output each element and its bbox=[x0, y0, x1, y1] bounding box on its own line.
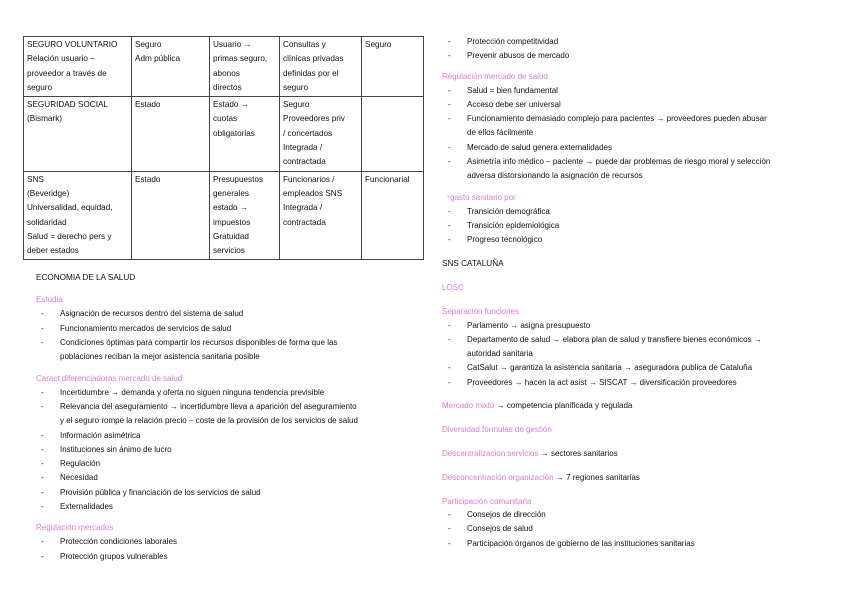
cell-line: contractada bbox=[283, 157, 326, 167]
cell-line: servicios bbox=[213, 246, 245, 256]
list-item-text: poblaciones reciban la mejor asistencia sanitaria posible bbox=[60, 352, 260, 362]
cell-line: deber estados bbox=[27, 246, 79, 256]
cell-line: generales bbox=[213, 188, 249, 198]
list-item-text: - Regulación bbox=[60, 459, 101, 469]
cell-line: estado → bbox=[213, 203, 249, 213]
list-item bbox=[442, 219, 822, 233]
table-cell-payment bbox=[362, 97, 424, 171]
gasto-list bbox=[442, 205, 822, 248]
cell-line: Estado bbox=[135, 100, 161, 110]
list-item bbox=[442, 537, 822, 551]
diversidad-line: Diversidad fórmulas de gestión bbox=[442, 425, 552, 435]
mercado-mixto-label: Mercado mixto bbox=[442, 401, 495, 411]
list-item-text: - Funcionamiento demasiado complejo para pacientes → proveedores pueden abusar bbox=[467, 114, 767, 124]
list-item-text: - Asignación de recursos dentro del sistema de salud bbox=[60, 309, 244, 319]
list-item-text: - Incertidumbre → demanda y oferta no siguen ninguna tendencia previsible bbox=[60, 387, 325, 397]
cell-line: definidas por el bbox=[283, 68, 339, 78]
list-item bbox=[442, 35, 822, 49]
table-cell-financing bbox=[132, 171, 210, 260]
cell-line: Funcionarial bbox=[365, 174, 410, 184]
table-cell-access bbox=[210, 171, 280, 260]
list-item bbox=[35, 336, 423, 365]
section-heading: Estudia bbox=[36, 295, 63, 305]
list-item bbox=[35, 486, 423, 500]
list-item bbox=[35, 322, 423, 336]
list-item-text: - Protección competitividad bbox=[467, 37, 559, 46]
cell-line: Universalidad, equidad, bbox=[27, 203, 113, 213]
cell-line: Seguro bbox=[283, 100, 310, 110]
cell-line: proveedor a través de bbox=[27, 68, 107, 78]
cell-line: Estado bbox=[135, 174, 161, 184]
list-item-text: - Asimetría info médico – paciente → puede dar problemas de riesgo moral y selección bbox=[467, 157, 771, 167]
list-item-text: - Protección condiciones laborales bbox=[60, 537, 177, 547]
descentralizacion-text: → sectores sanitarios bbox=[540, 449, 618, 459]
list-item bbox=[35, 550, 423, 564]
list-item-text: - Provisión pública y financiación de los servicios de salud bbox=[60, 487, 261, 497]
list-item-text: - Protección grupos vulnerables bbox=[60, 551, 168, 561]
cell-line: Presupuestos bbox=[213, 174, 264, 184]
participacion-heading: Participación comunitaria bbox=[442, 497, 532, 507]
cell-line: solidaridad bbox=[27, 217, 67, 227]
competition-list bbox=[442, 35, 822, 64]
separacion-list bbox=[442, 319, 822, 390]
section-heading: Caract diferenciadoras mercado de salud bbox=[36, 373, 183, 383]
cell-line: SEGURO VOLUNTARIO bbox=[27, 40, 118, 49]
list-item bbox=[442, 508, 822, 522]
list-item bbox=[35, 307, 423, 321]
table-cell-access bbox=[210, 37, 280, 97]
cell-line: primas seguro, bbox=[213, 54, 268, 64]
table-cell-model bbox=[24, 97, 132, 171]
sns-cataluna-title: SNS CATALUÑA bbox=[442, 258, 504, 268]
cell-line: empleados SNS bbox=[283, 188, 343, 198]
table-cell-payment bbox=[362, 171, 424, 260]
list-item bbox=[35, 400, 423, 429]
section-list bbox=[23, 307, 423, 364]
cell-line: directos bbox=[213, 82, 242, 92]
cell-line: Consultas y bbox=[283, 40, 326, 49]
list-item bbox=[442, 98, 822, 112]
mercado-mixto-line bbox=[442, 400, 822, 412]
list-item-text: - CatSalut → garantiza la asistencia sanitaria → aseguradora publica de Cataluña bbox=[467, 363, 753, 373]
participacion-list bbox=[442, 508, 822, 551]
list-item-text: - Salud = bien fundamental bbox=[467, 85, 558, 95]
cell-line: clínicas privadas bbox=[283, 54, 344, 64]
cell-line: Salud = derecho pers y bbox=[27, 231, 112, 241]
cell-line: Integrada / bbox=[283, 203, 323, 213]
list-item bbox=[442, 376, 822, 390]
cell-line: Gratuidad bbox=[213, 231, 249, 241]
cell-line: cuotas bbox=[213, 114, 238, 124]
cell-line: abonos bbox=[213, 68, 240, 78]
desconcentracion-line bbox=[442, 472, 822, 484]
list-item-text: - Transición epidemiológica bbox=[467, 220, 560, 230]
cell-line: seguro bbox=[283, 82, 309, 92]
right-column bbox=[442, 36, 822, 551]
list-item bbox=[35, 429, 423, 443]
cell-line: (Bismark) bbox=[27, 114, 63, 124]
desconcentracion-label: Desconcentración organización bbox=[442, 473, 554, 483]
left-sections bbox=[23, 284, 423, 563]
list-item-text: - Proveedores → hacen la act asist → SISCAT → diversificación proveedores bbox=[467, 377, 737, 387]
list-item-text: - Información asimétrica bbox=[60, 430, 141, 440]
cell-line: (Beveridge) bbox=[27, 188, 70, 198]
cell-line: Estado → bbox=[213, 100, 249, 110]
list-item bbox=[442, 155, 822, 184]
list-item-text: - Condiciones óptimas para compartir los recursos disponibles de forma que las bbox=[60, 338, 338, 348]
list-item bbox=[442, 141, 822, 155]
list-item-text: - Consejos de salud bbox=[467, 524, 533, 534]
cell-line: SNS bbox=[27, 174, 44, 184]
left-column bbox=[23, 36, 423, 564]
cell-line: Adm pública bbox=[135, 54, 181, 64]
section-heading: Regulación mercados bbox=[36, 523, 114, 533]
table-cell-model bbox=[24, 37, 132, 97]
table-row bbox=[24, 37, 424, 97]
regulacion-salud-heading: Regulación mercado de salud bbox=[442, 71, 548, 81]
cell-line: impuestos bbox=[213, 217, 251, 227]
cell-line: Seguro bbox=[135, 40, 162, 49]
separacion-heading: Separación funciones bbox=[442, 306, 519, 316]
list-item-text: - Prevenir abusos de mercado bbox=[467, 51, 570, 61]
list-item bbox=[442, 333, 822, 362]
list-item bbox=[442, 319, 822, 333]
list-item bbox=[35, 500, 423, 514]
desconcentracion-text: → 7 regiones sanitarias bbox=[555, 473, 640, 483]
losc-label: LOSC bbox=[442, 282, 464, 292]
cell-line: / concertados bbox=[283, 128, 333, 138]
list-item-text: de ellos fácilmente bbox=[467, 128, 534, 138]
list-item bbox=[35, 457, 423, 471]
list-item-text: - Funcionamiento mercados de servicios de salud bbox=[60, 323, 232, 333]
list-item bbox=[442, 49, 822, 63]
list-item bbox=[442, 233, 822, 247]
table-cell-provision bbox=[280, 97, 362, 171]
list-item-text: - Departamento de salud → elabora plan de salud y transfiere bienes económicos → bbox=[467, 334, 762, 344]
list-item bbox=[442, 112, 822, 141]
descentralizacion-label: Descentralización servicios bbox=[442, 449, 539, 459]
list-item bbox=[35, 471, 423, 485]
cell-line: Funcionarios / bbox=[283, 174, 335, 184]
list-item-text: - Progreso tecnológico bbox=[467, 235, 543, 245]
table-cell-payment bbox=[362, 37, 424, 97]
list-item-text: y el seguro rompe la relación precio – coste de la provisión de los servicios de salud bbox=[60, 416, 358, 426]
list-item-text: - Parlamento → asigna presupuesto bbox=[467, 320, 591, 330]
list-item bbox=[442, 522, 822, 536]
health-systems-table bbox=[23, 36, 424, 260]
list-item-text: - Necesidad bbox=[60, 473, 98, 483]
table-cell-provision bbox=[280, 171, 362, 260]
table-row bbox=[24, 171, 424, 260]
section-list bbox=[23, 535, 423, 564]
table-cell-access bbox=[210, 97, 280, 171]
descentralizacion-line bbox=[442, 448, 822, 460]
list-item-text: - Participación órganos de gobierno de las instituciones sanitarias bbox=[467, 538, 695, 548]
cell-line: Integrada / bbox=[283, 143, 323, 153]
list-item-text: adversa distorsionando la asignación de recursos bbox=[467, 171, 643, 181]
mercado-mixto-text: → competencia planificada y regulada bbox=[496, 401, 633, 411]
table-cell-financing bbox=[132, 37, 210, 97]
cell-line: Relación usuario – bbox=[27, 54, 95, 64]
table-cell-financing bbox=[132, 97, 210, 171]
list-item bbox=[442, 84, 822, 98]
list-item-text: autoridad sanitaria bbox=[467, 349, 533, 359]
gasto-heading: ↑gasto sanitario por bbox=[446, 192, 516, 202]
cell-line: Usuario → bbox=[213, 40, 252, 49]
list-item-text: - Instituciones sin ánimo de lucro bbox=[60, 444, 172, 454]
cell-line: seguro bbox=[27, 82, 53, 92]
table-cell-model bbox=[24, 171, 132, 260]
list-item bbox=[442, 205, 822, 219]
list-item bbox=[442, 361, 822, 375]
section-list bbox=[23, 386, 423, 515]
list-item-text: - Mercado de salud genera externalidades bbox=[467, 142, 612, 152]
table-row bbox=[24, 97, 424, 171]
list-item-text: - Transición demográfica bbox=[467, 206, 550, 216]
cell-line: contractada bbox=[283, 217, 326, 227]
cell-line: Seguro bbox=[365, 40, 392, 49]
cell-line: SEGURIDAD SOCIAL bbox=[27, 100, 108, 110]
list-item-text: - Relevancia del aseguramiento → incertidumbre lleva a aparición del aseguramiento bbox=[60, 401, 357, 411]
cell-line: Proveedores priv bbox=[283, 114, 345, 124]
list-item bbox=[35, 443, 423, 457]
cell-line: obligatorias bbox=[213, 128, 255, 138]
table-cell-provision bbox=[280, 37, 362, 97]
list-item bbox=[35, 535, 423, 549]
list-item-text: - Externalidades bbox=[60, 502, 113, 512]
regulacion-salud-list bbox=[442, 84, 822, 184]
list-item-text: - Consejos de dirección bbox=[467, 510, 546, 520]
list-item bbox=[35, 386, 423, 400]
economia-title: ECONOMIA DE LA SALUD bbox=[36, 273, 136, 283]
list-item-text: - Acceso debe ser universal bbox=[467, 99, 561, 109]
